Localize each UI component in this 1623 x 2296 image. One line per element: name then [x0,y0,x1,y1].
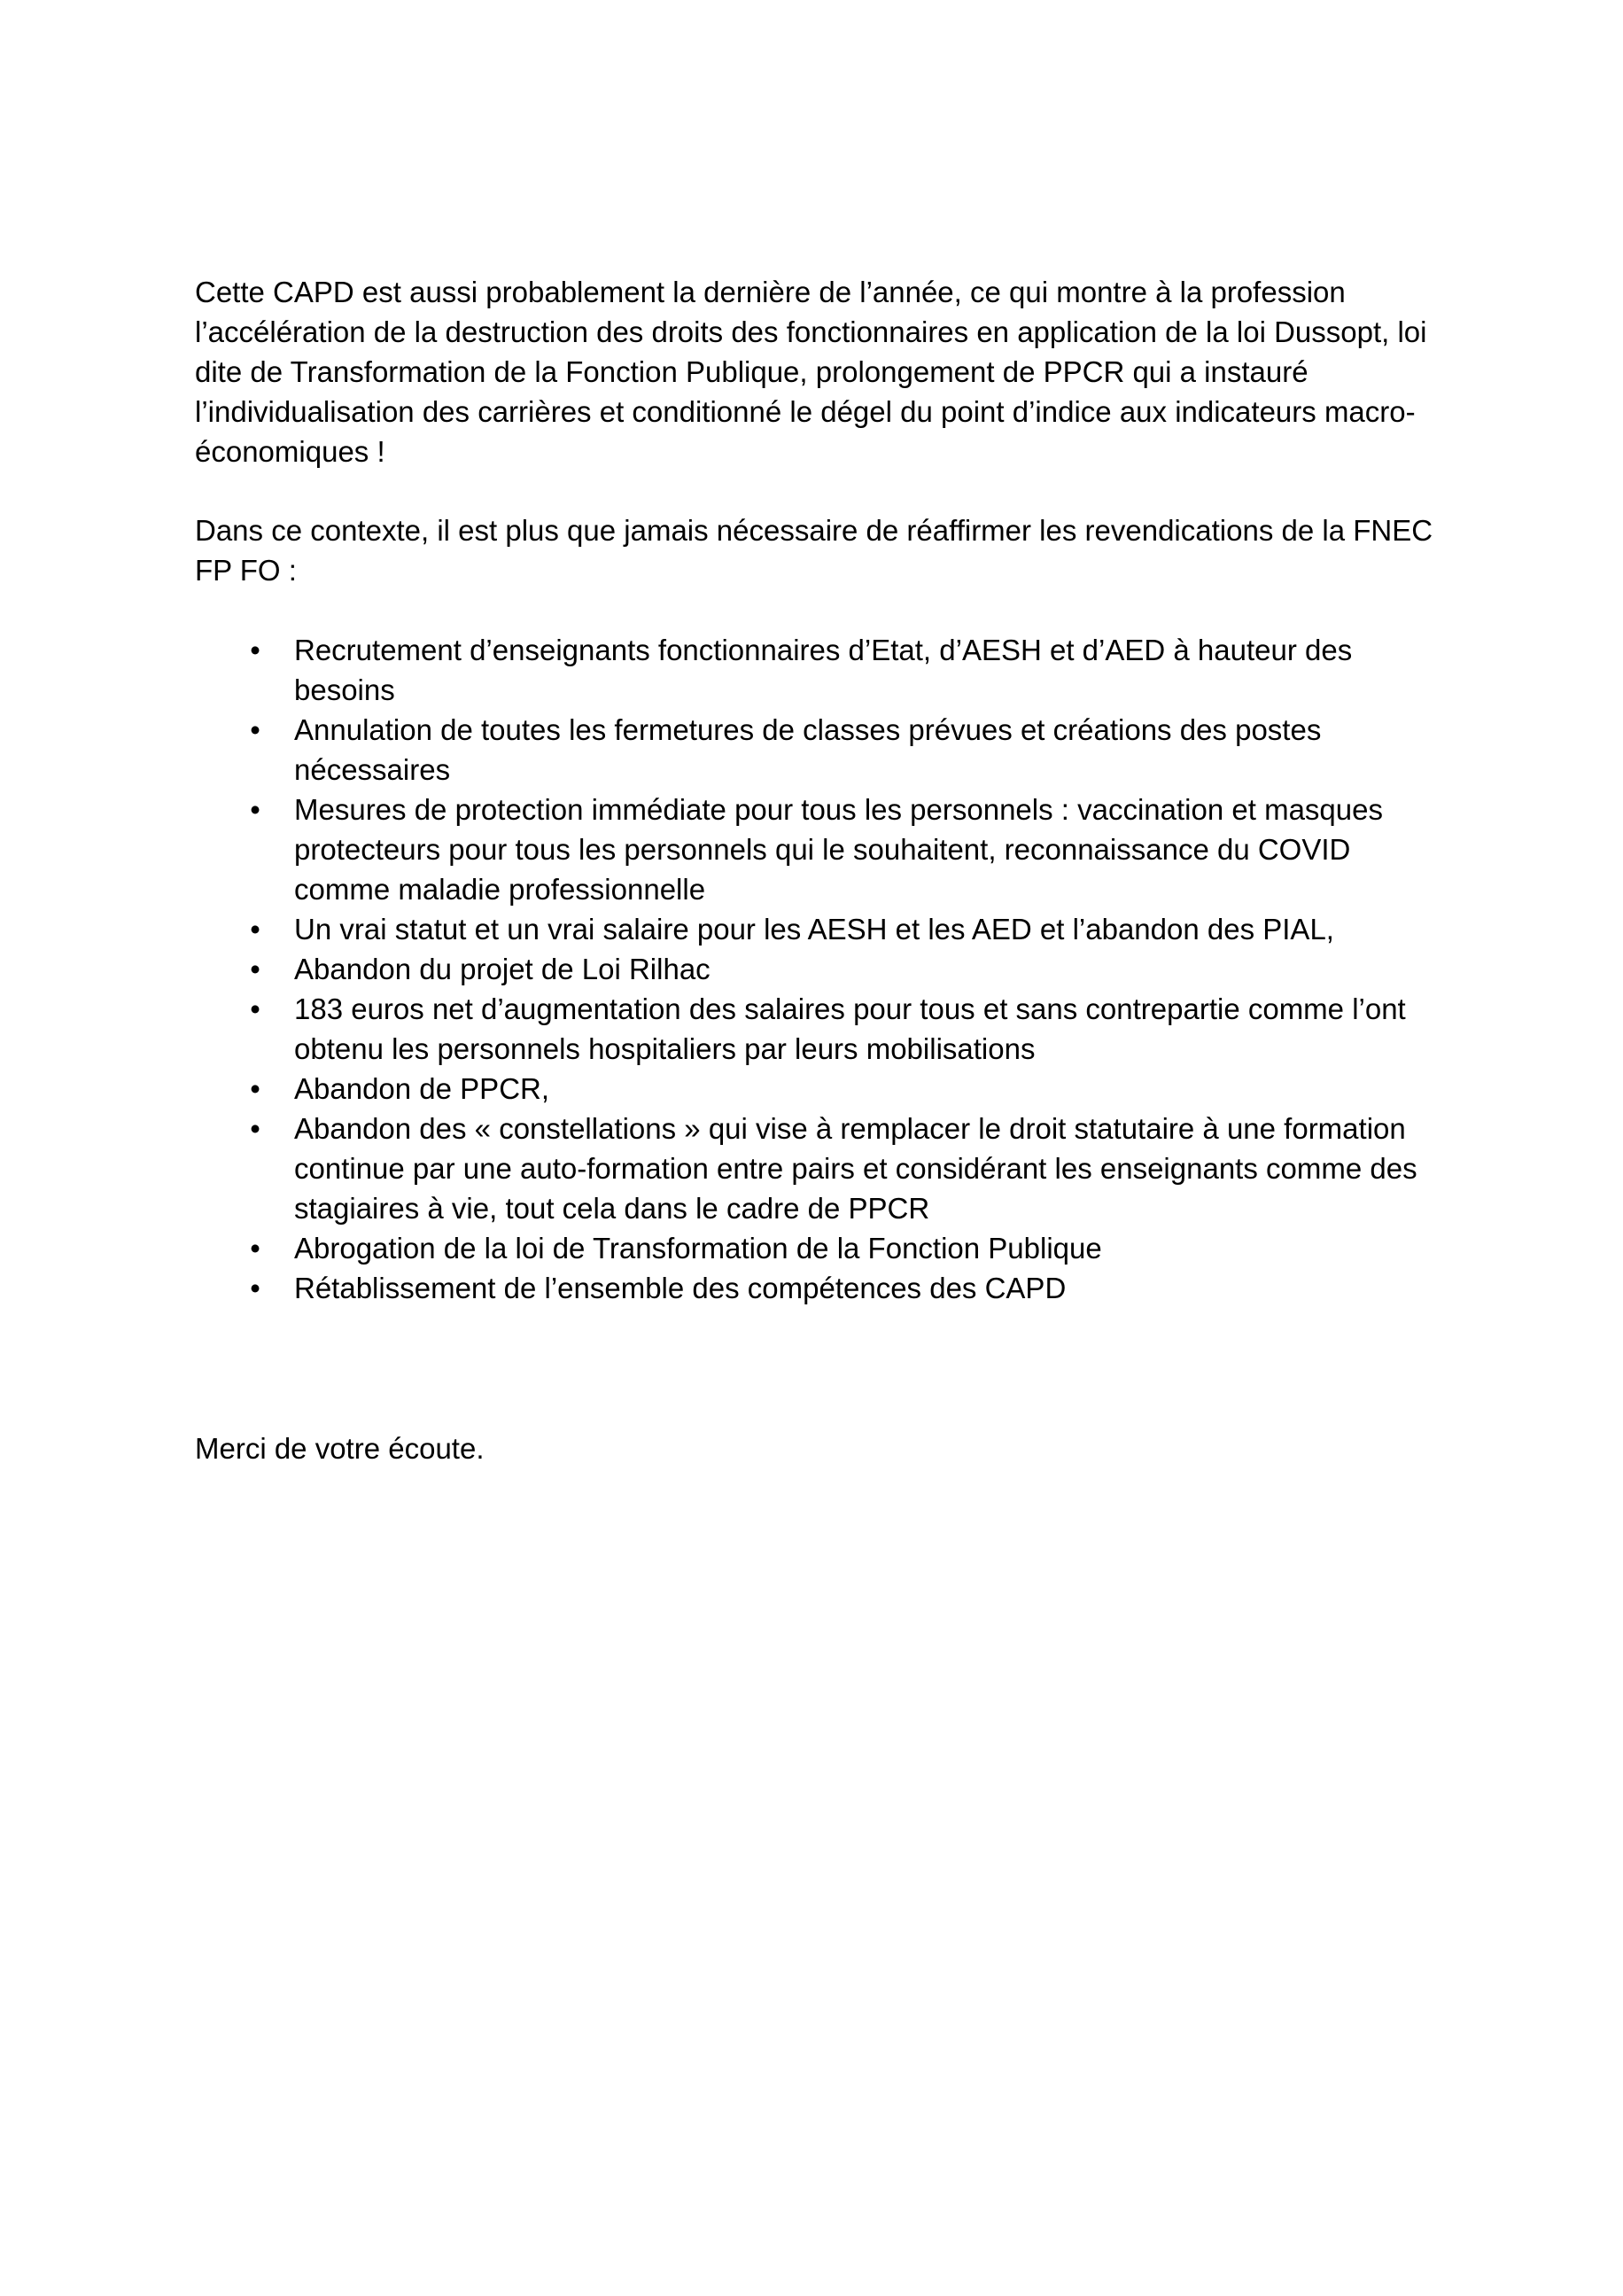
bullet-icon: • [250,713,260,746]
list-item-text: Un vrai statut et un vrai salaire pour les AESH et les AED et l’abandon des PIAL, [294,913,1334,946]
list-item-text: Abrogation de la loi de Transformation de la Fonction Publique [294,1232,1102,1265]
context-paragraph-text: Dans ce contexte, il est plus que jamais nécessaire de réaffirmer les revendications de la FNEC FP FO : [195,514,1433,587]
list-item [195,710,1453,790]
list-item [195,909,1453,949]
closing-paragraph [195,1428,1453,1468]
list-item-text: Abandon de PPCR, [294,1072,550,1105]
list-item-text: Abandon des « constellations » qui vise à remplacer le droit statutaire à une formation continue par une auto-formation entre pairs et considérant les enseignants comme des stagiaires à vie, tout cela dans le cadre de PPCR [294,1112,1417,1225]
list-item-text: Recrutement d’enseignants fonctionnaires d’Etat, d’AESH et d’AED à hauteur des besoins [294,634,1353,706]
bullet-icon: • [250,1272,260,1304]
context-paragraph [195,510,1453,590]
bullet-icon: • [250,1232,260,1265]
list-item [195,989,1453,1069]
bullet-icon: • [250,793,260,826]
bullet-icon: • [250,992,260,1025]
list-item [195,1109,1453,1228]
demands-list [195,630,1453,1308]
list-item [195,1268,1453,1308]
closing-text: Merci de votre écoute. [195,1432,485,1465]
bullet-icon: • [250,953,260,985]
bullet-icon: • [250,913,260,946]
list-item [195,1069,1453,1109]
intro-paragraph-text: Cette CAPD est aussi probablement la dernière de l’année, ce qui montre à la profession l’accélération de la destruction des droits des fonctionnaires en application de la loi Dussopt, loi dite de Transformation de la Fonction Publique, prolongement de PPCR qui a instauré l’individualisation des carrières et conditionné le dégel du point d’indice aux indicateurs macro-économiques ! [195,276,1427,468]
list-item [195,1228,1453,1268]
list-item [195,949,1453,989]
list-item [195,630,1453,710]
list-item-text: Mesures de protection immédiate pour tous les personnels : vaccination et masques protecteurs pour tous les personnels qui le souhaitent, reconnaissance du COVID comme maladie professionnelle [294,793,1383,906]
bullet-icon: • [250,1112,260,1145]
bullet-icon: • [250,634,260,666]
list-item-text: Rétablissement de l’ensemble des compétences des CAPD [294,1272,1067,1304]
list-item-text: 183 euros net d’augmentation des salaires pour tous et sans contrepartie comme l’ont obtenu les personnels hospitaliers par leurs mobilisations [294,992,1406,1065]
intro-paragraph [195,272,1453,471]
list-item-text: Abandon du projet de Loi Rilhac [294,953,711,985]
list-item-text: Annulation de toutes les fermetures de classes prévues et créations des postes nécessaires [294,713,1322,786]
list-item [195,790,1453,909]
bullet-icon: • [250,1072,260,1105]
